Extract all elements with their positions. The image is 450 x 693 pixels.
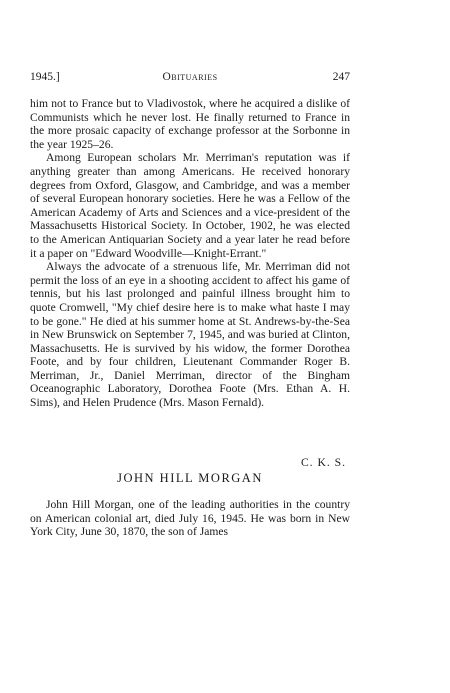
paragraph: John Hill Morgan, one of the leading authorities in the country on American colonial art, died July 16, 1945. He was born in New York City, June 30, 1870, the son of James	[30, 498, 350, 539]
author-initials: C. K. S.	[300, 456, 346, 469]
paragraph: Always the advocate of a strenuous life, Mr. Merriman did not permit the loss of an eye in a shooting accident to affect his game of tennis, but his last prolonged and painful illness brought him to quote Cromwell, "My chief desire here is to make what haste I may to be gone." He died at his summer home at St. Andrews-by-the-Sea in New Brunswick on September 7, 1945, and was buried at Clinton, Massachusetts. He is survived by his widow, the former Dorothea Foote, and by four children, Lieutenant Commander Roger B. Merriman, Jr., Daniel Merriman, director of the Bingham Oceanographic Laboratory, Dorothea Foote (Mrs. Ethan A. H. Sims), and Helen Prudence (Mrs. Mason Fernald).	[30, 260, 350, 410]
running-head-year: 1945.]	[30, 71, 60, 83]
page-number: 247	[332, 71, 350, 83]
paragraph: Among European scholars Mr. Merriman's reputation was if anything greater than among Americans. He received honorary degrees from Oxford, Glasgow, and Cambridge, and was a member of several European honorary societies. Here he was a Fellow of the American Academy of Arts and Sciences and a vice-president of the Massachusetts Historical Society. In October, 1902, he was elected to the American Antiquarian Society and a year later he read before it a paper on "Edward Woodville—Knight-Errant."	[30, 151, 350, 260]
running-head-title: Obituaries	[162, 71, 218, 83]
merriman-obituary-text	[30, 97, 350, 410]
running-head	[30, 71, 350, 87]
paragraph: him not to France but to Vladivostok, where he acquired a dislike of Communists which he never lost. He finally returned to France in the more prosaic capacity of exchange professor at the Sorbonne in the year 1925–26.	[30, 97, 350, 151]
morgan-obituary-text	[30, 498, 350, 539]
obituary-heading: JOHN HILL MORGAN	[117, 471, 263, 485]
